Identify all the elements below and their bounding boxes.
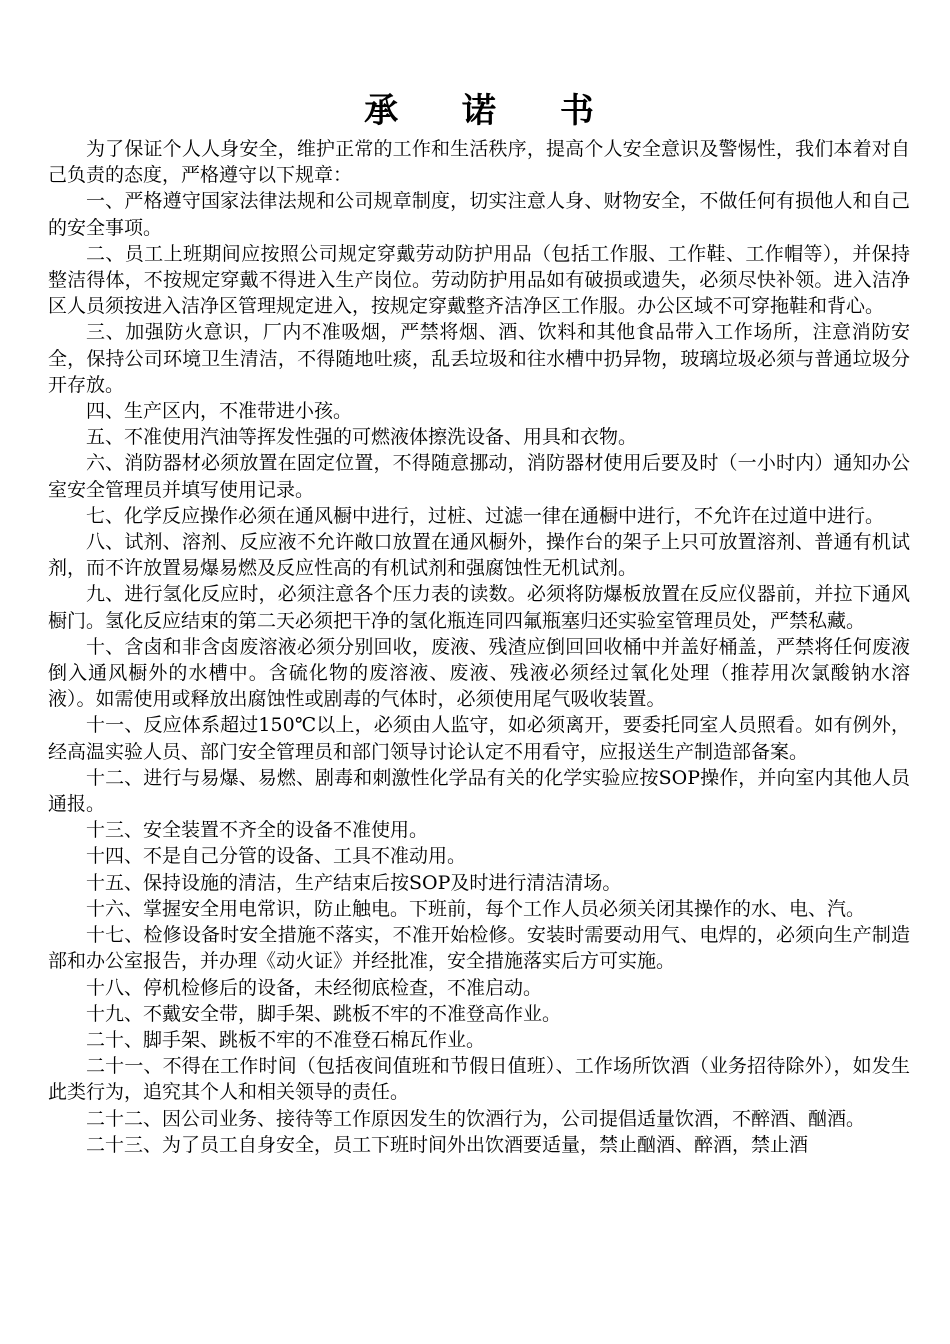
rule-item-10: 十、含卤和非含卤废溶液必须分别回收，废液、残渣应倒回回收桶中并盖好桶盖，严禁将任何废液倒入通风橱外的水槽中。含硫化物的废溶液、废液、残液必须经过氧化处理（推荐用次氯酸钠水溶液）。如需使用或释放出腐蚀性或剧毒的气体时，必须使用尾气吸收装置。 bbox=[48, 635, 910, 711]
rule-item-18: 十八、停机检修后的设备，未经彻底检查，不准启动。 bbox=[86, 976, 543, 999]
rule-item-9: 九、进行氢化反应时，必须注意各个压力表的读数。必须将防爆板放置在反应仪器前，并拉下通风橱门。氢化反应结束的第二天必须把干净的氢化瓶连同四氟瓶塞归还实验室管理员处，严禁私藏。 bbox=[48, 583, 910, 632]
rule-item-19: 十九、不戴安全带，脚手架、跳板不牢的不准登高作业。 bbox=[86, 1002, 562, 1025]
rule-item-14: 十四、不是自己分管的设备、工具不准动用。 bbox=[86, 845, 467, 868]
rule-item-17: 十七、检修设备时安全措施不落实，不准开始检修。安装时需要动用气、电焊的，必须向生产制造部和办公室报告，并办理《动火证》并经批准，安全措施落实后方可实施。 bbox=[48, 924, 910, 973]
rule-item-20: 二十、脚手架、跳板不牢的不准登石棉瓦作业。 bbox=[86, 1028, 486, 1051]
document-title: 承 诺 书 bbox=[364, 91, 620, 131]
rule-item-4: 四、生产区内，不准带进小孩。 bbox=[86, 400, 353, 423]
document-page bbox=[48, 88, 910, 1158]
rule-item-11: 十一、反应体系超过150℃以上，必须由人监守，如必须离开，要委托同室人员照看。如有例外，经高温实验人员、部门安全管理员和部门领导讨论认定不用看守，应报送生产制造部备案。 bbox=[48, 714, 910, 763]
rule-item-2: 二、员工上班期间应按照公司规定穿戴劳动防护用品（包括工作服、工作鞋、工作帽等），并保持整洁得体，不按规定穿戴不得进入生产岗位。劳动防护用品如有破损或遗失，必须尽快补领。进入洁净区人员须按进入洁净区管理规定进入，按规定穿戴整齐洁净区工作服。办公区域不可穿拖鞋和背心。 bbox=[48, 242, 910, 318]
rule-item-13: 十三、安全装置不齐全的设备不准使用。 bbox=[86, 819, 429, 842]
rule-item-23: 二十三、为了员工自身安全，员工下班时间外出饮酒要适量，禁止酗酒、醉酒，禁止酒 bbox=[86, 1133, 809, 1156]
rule-item-22: 二十二、因公司业务、接待等工作原因发生的饮酒行为，公司提倡适量饮酒，不醉酒、酗酒。 bbox=[86, 1107, 866, 1130]
rule-item-8: 八、试剂、溶剂、反应液不允许敞口放置在通风橱外，操作台的架子上只可放置溶剂、普通有机试剂，而不许放置易爆易燃及反应性高的有机试剂和强腐蚀性无机试剂。 bbox=[48, 531, 910, 580]
rule-item-6: 六、消防器材必须放置在固定位置，不得随意挪动，消防器材使用后要及时（一小时内）通知办公室安全管理员并填写使用记录。 bbox=[48, 452, 910, 501]
rule-item-21: 二十一、不得在工作时间（包括夜间值班和节假日值班）、工作场所饮酒（业务招待除外），如发生此类行为，追究其个人和相关领导的责任。 bbox=[48, 1055, 910, 1104]
intro-paragraph: 为了保证个人人身安全，维护正常的工作和生活秩序，提高个人安全意识及警惕性，我们本着对自己负责的态度，严格遵守以下规章： bbox=[48, 138, 910, 187]
rule-item-15: 十五、保持设施的清洁，生产结束后按SOP及时进行清洁清场。 bbox=[86, 871, 622, 894]
rule-item-16: 十六、掌握安全用电常识，防止触电。下班前，每个工作人员必须关闭其操作的水、电、汽。 bbox=[86, 897, 866, 920]
rule-item-1: 一、严格遵守国家法律法规和公司规章制度，切实注意人身、财物安全，不做任何有损他人和自己的安全事项。 bbox=[48, 190, 910, 239]
rule-item-5: 五、不准使用汽油等挥发性强的可燃液体擦洗设备、用具和衣物。 bbox=[86, 426, 638, 449]
rule-item-3: 三、加强防火意识，厂内不准吸烟，严禁将烟、酒、饮料和其他食品带入工作场所，注意消防安全，保持公司环境卫生清洁，不得随地吐痰，乱丢垃圾和往水槽中扔异物，玻璃垃圾必须与普通垃圾分开存放。 bbox=[48, 321, 910, 396]
rule-item-12: 十二、进行与易爆、易燃、剧毒和刺激性化学品有关的化学实验应按SOP操作，并向室内其他人员通报。 bbox=[48, 766, 910, 816]
rule-item-7: 七、化学反应操作必须在通风橱中进行，过桩、过滤一律在通橱中进行，不允许在过道中进行。 bbox=[86, 504, 885, 527]
